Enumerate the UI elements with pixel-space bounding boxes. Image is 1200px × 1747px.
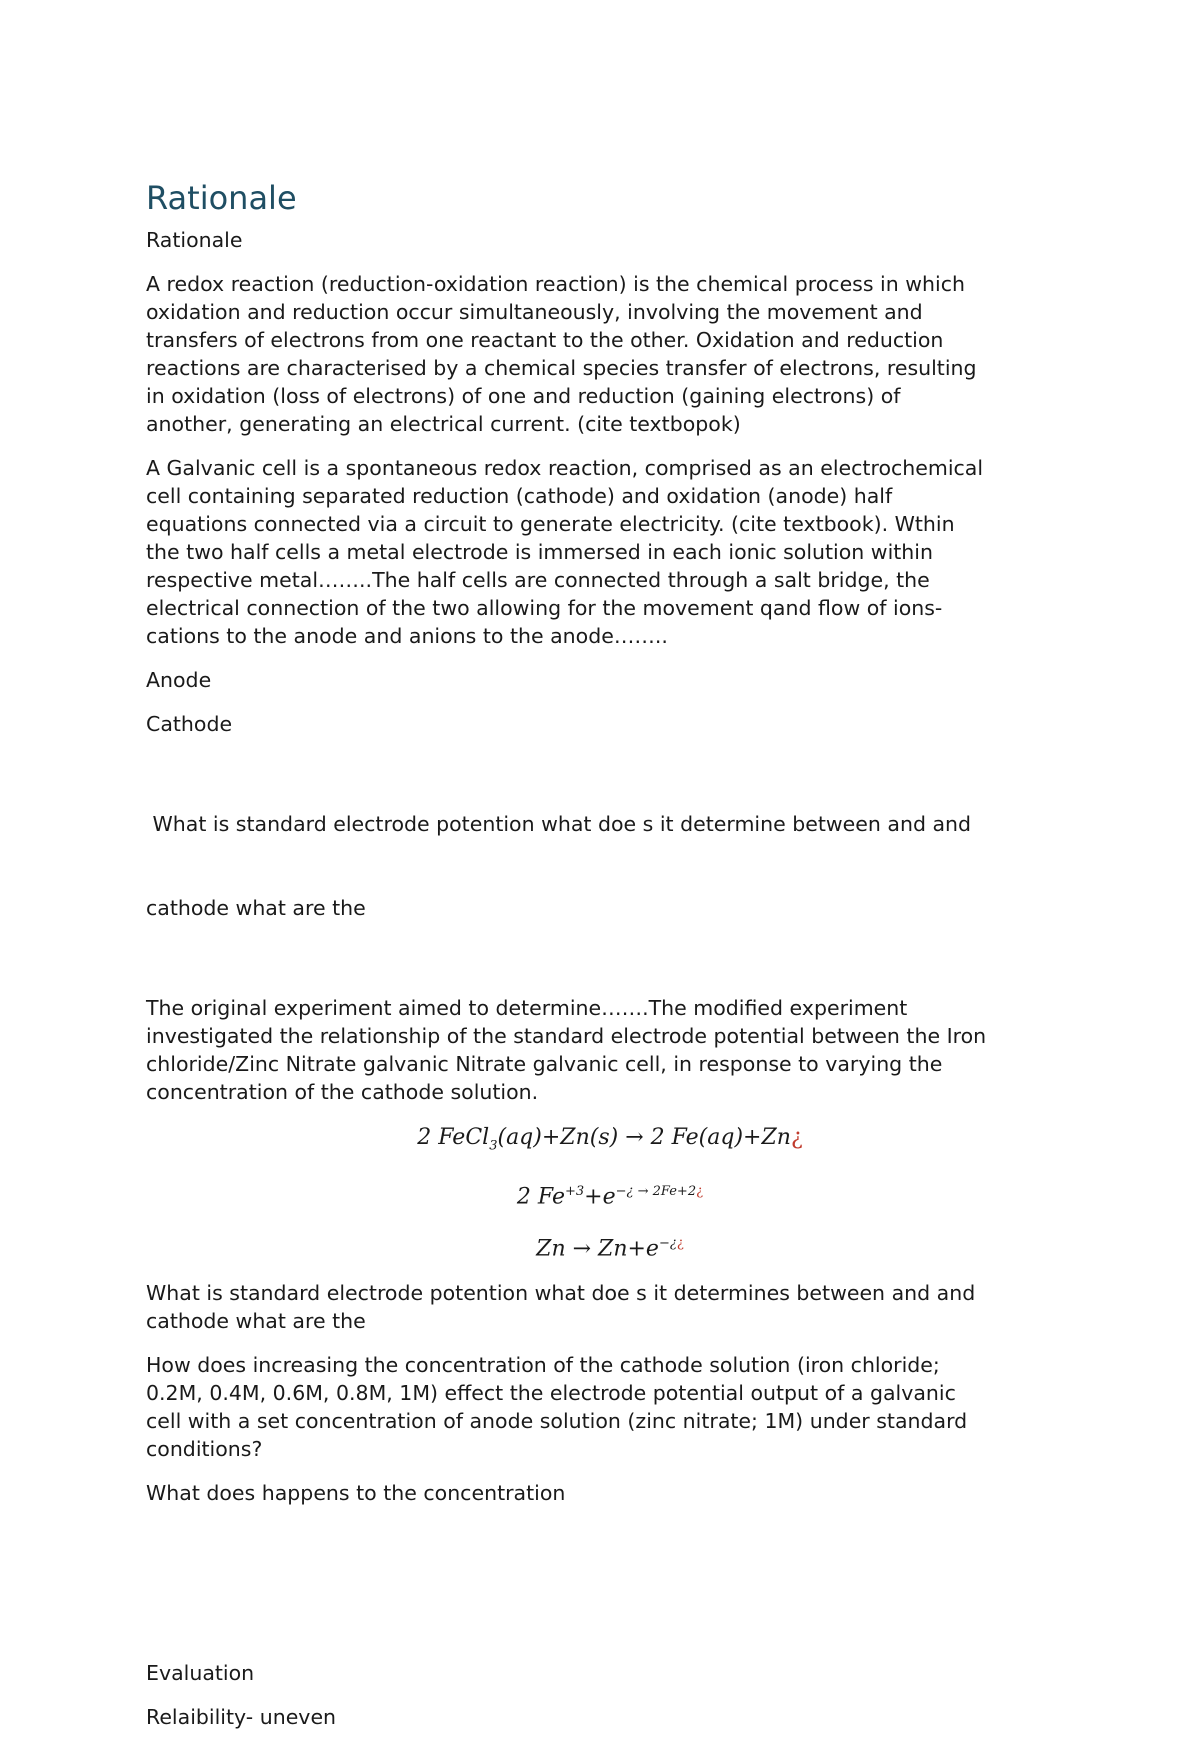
anode-label: Anode [146, 668, 212, 692]
blank-space [146, 1523, 1066, 1659]
equation-glyph: ¿ [676, 1235, 684, 1251]
equations-block [146, 1122, 1066, 1265]
document-body [146, 178, 1066, 1747]
equation-superscript: −¿ [658, 1235, 677, 1251]
question-concentration: What does happens to the concentration [146, 1481, 566, 1506]
equation-superscript: +2 [676, 1184, 697, 1200]
text-line: The original experiment aimed to determine…….The modified experiment [146, 996, 908, 1020]
text-line: chloride/Zinc Nitrate galvanic Nitrate galvanic cell, in response to varying the [146, 1052, 943, 1076]
text-line: transfers of electrons from one reactant to the other. Oxidation and reduction [146, 328, 944, 352]
text-line: cell containing separated reduction (cathode) and oxidation (anode) half [146, 484, 893, 508]
equation-text: (aq)+Zn(s) → 2 Fe(aq)+Zn [497, 1125, 791, 1150]
evaluation-heading: Evaluation [146, 1661, 255, 1686]
paragraph-galvanic-cell [146, 454, 1066, 650]
equation-reduction [146, 1176, 1066, 1213]
research-question [146, 1351, 1066, 1463]
equation-superscript: −¿ → 2Fe [615, 1184, 677, 1200]
equation-subscript: 3 [489, 1138, 498, 1154]
text-line: cations to the anode and anions to the anode…….. [146, 624, 668, 648]
text-line: electrical connection of the two allowing for the movement qand flow of ions- [146, 596, 943, 620]
text-line: 0.2M, 0.4M, 0.6M, 0.8M, 1M) effect the electrode potential output of a galvanic [146, 1381, 956, 1406]
text-line: oxidation and reduction occur simultaneously, involving the movement and [146, 300, 923, 324]
question-electrode-potential-2 [146, 1279, 1066, 1335]
reliability-text: Relaibility- uneven [146, 1705, 337, 1730]
equation-text: 2 FeCl [417, 1125, 490, 1150]
text-line: equations connected via a circuit to generate electricity. (cite textbook). Wthin [146, 512, 955, 536]
text-line: What is standard electrode potention what doe s it determine between and and [146, 812, 972, 836]
equation-oxidation [146, 1228, 1066, 1265]
equation-glyph: ¿ [790, 1125, 803, 1150]
text-line: in oxidation (loss of electrons) of one and reduction (gaining electrons) of [146, 384, 901, 408]
equation-glyph: ¿ [696, 1184, 704, 1200]
equation-superscript: +3 [565, 1184, 585, 1200]
text-line: concentration of the cathode solution. [146, 1080, 539, 1104]
text-line: reactions are characterised by a chemical species transfer of electrons, resulting [146, 356, 977, 380]
paragraph-experiment [146, 994, 1066, 1106]
subheading: Rationale [146, 228, 243, 252]
text-line: cathode what are the [146, 896, 366, 920]
equation-overall [146, 1122, 1066, 1162]
text-line: investigated the relationship of the standard electrode potential between the Iron [146, 1024, 987, 1048]
equation-text: +e [584, 1184, 616, 1210]
page-title: Rationale [146, 179, 297, 217]
text-line: How does increasing the concentration of the cathode solution (iron chloride; [146, 1353, 940, 1378]
text-line: the two half cells a metal electrode is immersed in each ionic solution within [146, 540, 933, 564]
equation-text: Zn → Zn+e [536, 1236, 659, 1262]
paragraph-redox [146, 270, 1066, 438]
text-line: cell with a set concentration of anode solution (zinc nitrate; 1M) under standard [146, 1409, 968, 1434]
text-line: cathode what are the [146, 1309, 366, 1334]
text-line: What is standard electrode potention what doe s it determines between and and [146, 1281, 976, 1306]
question-electrode-potential [146, 754, 1066, 978]
text-line: A Galvanic cell is a spontaneous redox reaction, comprised as an electrochemical [146, 456, 984, 480]
cathode-label: Cathode [146, 712, 233, 736]
text-line: respective metal……..The half cells are connected through a salt bridge, the [146, 568, 930, 592]
text-line: conditions? [146, 1437, 263, 1462]
text-line: another, generating an electrical current. (cite textbopok) [146, 412, 741, 436]
text-line: A redox reaction (reduction-oxidation reaction) is the chemical process in which [146, 272, 965, 296]
equation-text: 2 Fe [516, 1184, 565, 1210]
